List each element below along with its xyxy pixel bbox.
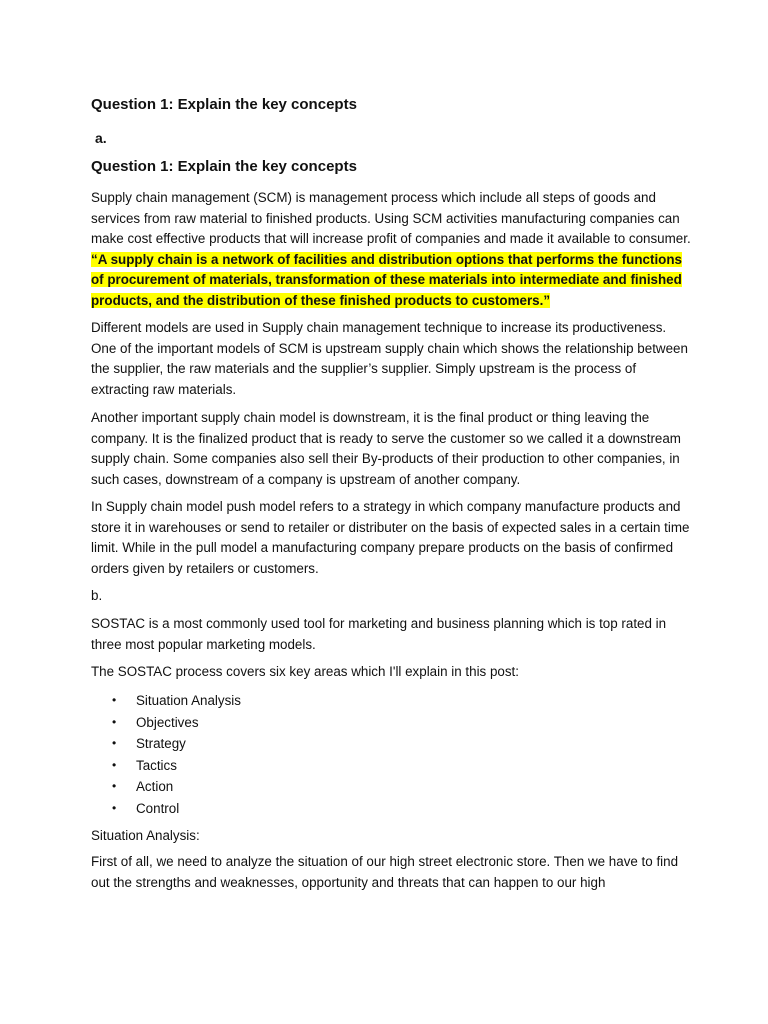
situation-analysis-paragraph: First of all, we need to analyze the situation of our high street electronic store. Then we have to find out the strengths and weaknesses, opportunity and threats that can happen to our high (91, 854, 679, 890)
push-pull-paragraph: In Supply chain model push model refers to a strategy in which company manufacture products and store it in warehouses or send to retailer or distributer on the basis of expected sales in a certain time limit. While in the pull model a manufacturing company prepare products on the basis of confirmed orders given by retailers or customers. (91, 499, 690, 576)
sub-label-b: b. (91, 588, 103, 603)
list-item (91, 755, 241, 777)
highlighted-definition: “A supply chain is a network of facilities and distribution options that performs the functions of procurement of materials, transformation of these materials into intermediate and finished products, and the distribution of these finished products to customers.” (91, 251, 682, 308)
bullet-icon: • (112, 779, 117, 793)
list-item-label: Situation Analysis (136, 693, 241, 708)
question-heading: Question 1: Explain the key concepts (91, 96, 357, 113)
list-item (91, 712, 241, 734)
upstream-paragraph: Different models are used in Supply chain management technique to increase its productiveness. One of the important models of SCM is upstream supply chain which shows the relationship between the supplier, the raw materials and the supplier’s supplier. Simply upstream is the process of extracting raw materials. (91, 320, 688, 397)
list-item-label: Objectives (136, 714, 199, 730)
sostac-intro-paragraph: SOSTAC is a most commonly used tool for marketing and business planning which is top rated in three most popular marketing models. (91, 616, 667, 652)
bullet-icon: • (112, 693, 117, 707)
sub-label-a: a. (95, 130, 107, 146)
list-item (91, 776, 241, 798)
list-item-label: Strategy (136, 736, 186, 751)
sostac-areas-paragraph: The SOSTAC process covers six key areas which I'll explain in this post: (91, 664, 519, 679)
list-item (91, 690, 241, 712)
downstream-paragraph: Another important supply chain model is downstream, it is the final product or thing leaving the company. It is the finalized product that is ready to serve the customer so we called it a downstream supply chain. Some companies also sell their By-products of their production to other companies, in such cases, downstream of a company is upstream of another company. (91, 410, 681, 487)
bullet-icon: • (112, 800, 117, 815)
list-item (91, 733, 241, 755)
situation-analysis-heading: Situation Analysis: (91, 828, 200, 843)
sostac-list (91, 690, 241, 819)
list-item-label: Action (136, 779, 174, 794)
question-heading-repeat: Question 1: Explain the key concepts (91, 158, 357, 175)
bullet-icon: • (112, 714, 117, 729)
list-item-label: Tactics (136, 757, 177, 773)
list-item (91, 798, 241, 820)
bullet-icon: • (112, 736, 117, 750)
scm-paragraph (91, 188, 691, 311)
bullet-icon: • (112, 757, 117, 772)
scm-intro-text: Supply chain management (SCM) is management process which include all steps of goods and services from raw material to finished products. Using SCM activities manufacturing companies can make cost effective products that will increase profit of companies and made it available to consumer. (91, 190, 691, 246)
list-item-label: Control (136, 800, 180, 816)
